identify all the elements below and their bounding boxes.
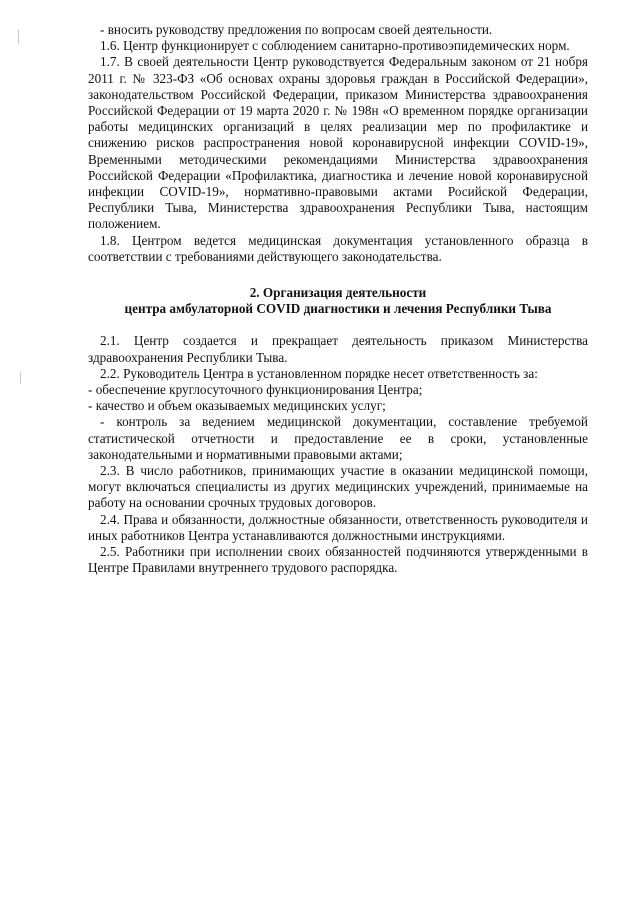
bullet-quality: - качество и объем оказываемых медицинских услуг; [88,398,386,414]
spacer [88,317,588,333]
bullet-documentation-control: - контроль за ведением медицинской документации, составление требуемой статистической отчетности и предоставление ее в сроки, установленные законодательными и нормативными правовыми актами; [88,414,588,462]
paragraph-1-7: 1.7. В своей деятельности Центр руководствуется Федеральным законом от 21 нобря 2011 г. № 323-ФЗ «Об основах охраны здоровья граждан в Российской Федерации», законодательством Российской Федерации, приказом Министерства здравоохранения Российской Федерации от 19 марта 2020 г. № 198н «О временном порядке организации работы медицинских организаций в целях реализации мер по профилактике и снижению рисков распространения новой коронавирусной инфекции COVID-19», Временными методическими рекомендациями Министерства здравоохранения Российской Федерации «Профилактика, диагностика и лечение новой коронавирусной инфекции COVID-19», нормативно-правовыми актами Росийской Федерации, Республики Тыва, Министерства здравоохранения Республики Тыва, настоящим положением. [88,54,588,232]
paragraph-1-8: 1.8. Центром ведется медицинская документация установленного образца в соответствии с требованиями действующего законодательства. [88,232,588,264]
paragraph-2-2: 2.2. Руководитель Центра в установленном порядке несет ответственность за: [100,365,538,381]
bullet-round-the-clock: - обеспечение круглосуточного функционирования Центра; [88,382,423,398]
paragraph-bullet-proposals: - вносить руководству предложения по вопросам своей деятельности. [100,22,493,37]
paragraph-2-1: 2.1. Центр создается и прекращает деятельность приказом Министерства здравоохранения Республики Тыва. [88,333,588,365]
scan-margin-mark [18,30,19,44]
section-2-heading-line2: центра амбулаторной COVID диагностики и лечения Республики Тыва [124,301,552,317]
spacer [88,265,588,285]
paragraph-2-5: 2.5. Работники при исполнении своих обязанностей подчиняются утвержденными в Центре Правилами внутреннего трудового распорядка. [88,544,588,576]
scan-margin-mark [20,372,21,384]
paragraph-2-3: 2.3. В число работников, принимающих участие в оказании медицинской помощи, могут включаться специалисты из других медицинских учреждений, принимаемые на работу на основании срочных трудовых договоров. [88,463,588,511]
paragraph-2-4: 2.4. Права и обязанности, должностные обязанности, ответственность руководителя и иных работников Центра устанавливаются должностными инструкциями. [88,511,588,543]
paragraph-1-6: 1.6. Центр функционирует с соблюдением санитарно-противоэпидемических норм. [100,38,570,54]
section-2-heading-line1: 2. Организация деятельности [249,285,427,301]
document-page [88,22,588,577]
